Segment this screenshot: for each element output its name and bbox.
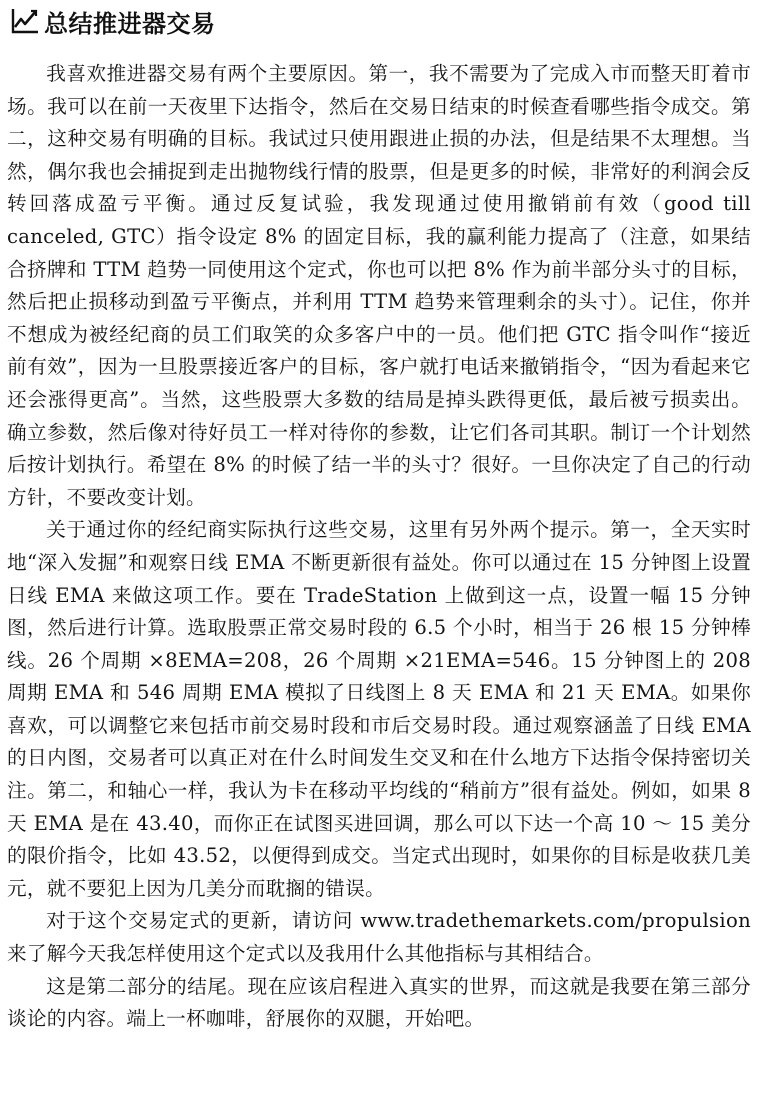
section-title: 总结推进器交易: [44, 9, 216, 38]
paragraph-reasons: 我喜欢推进器交易有两个主要原因。第一，我不需要为了完成入市而整天盯着市场。我可以在前一天夜里下达指令，然后在交易日结束的时候查看哪些指令成交。第二，这种交易有明确的目标。我试过只使用跟进止损的办法，但是结果不太理想。当然，偶尔我也会捕捉到走出抛物线行情的股票，但是更多的时候，非常好的利润会反转回落成盈亏平衡。通过反复试验，我发现通过使用撤销前有效（good till canceled, GTC）指令设定 8% 的固定目标，我的赢利能力提高了（注意，如果结合挤牌和 TTM 趋势一同使用这个定式，你也可以把 8% 作为前半部分头寸的目标，然后把止损移动到盈亏平衡点，并利用 TTM 趋势来管理剩余的头寸）。记住，你并不想成为被经纪商的员工们取笑的众多客户中的一员。他们把 GTC 指令叫作“接近前有效”，因为一旦股票接近客户的目标，客户就打电话来撤销指令，“因为看起来它还会涨得更高”。当然，这些股票大多数的结局是掉头跌得更低，最后被亏损卖出。确立参数，然后像对待好员工一样对待你的参数，让它们各司其职。制订一个计划然后按计划执行。希望在 8% 的时候了结一半的头寸？很好。一旦你决定了自己的行动方针，不要改变计划。: [7, 62, 751, 509]
paragraph-closing: 这是第二部分的结尾。现在应该启程进入真实的世界，而这就是我要在第三部分谈论的内容。端上一杯咖啡，舒展你的双腿，开始吧。: [7, 974, 751, 1031]
paragraph-updates: 对于这个交易定式的更新，请访问 www.tradethemarkets.com/propulsion 来了解今天我怎样使用这个定式以及我用什么其他指标与其相结合。: [7, 909, 751, 966]
trend-chart-icon: [10, 7, 40, 35]
paragraph-execution-tips: 关于通过你的经纪商实际执行这些交易，这里有另外两个提示。第一，全天实时地“深入发掘”和观察日线 EMA 不断更新很有益处。你可以通过在 15 分钟图上设置日线 EMA 来做这项工作。要在 TradeStation 上做到这一点，设置一幅 15 分钟图，然后进行计算。选取股票正常交易时段的 6.5 个小时，相当于 26 根 15 分钟棒线。26 个周期 ×8EMA=208，26 个周期 ×21EMA=546。15 分钟图上的 208 周期 EMA 和 546 周期 EMA 模拟了日线图上 8 天 EMA 和 21 天 EMA。如果你喜欢，可以调整它来包括市前交易时段和市后交易时段。通过观察涵盖了日线 EMA 的日内图，交易者可以真正对在什么时间发生交叉和在什么地方下达指令保持密切关注。第二，和轴心一样，我认为卡在移动平均线的“稍前方”很有益处。例如，如果 8 天 EMA 是在 43.40，而你正在试图买进回调，那么可以下达一个高 10 ～ 15 美分的限价指令，比如 43.52，以便得到成交。当定式出现时，如果你的目标是收获几美元，就不要犯上因为几美分而耽搁的错误。: [7, 518, 751, 900]
section-heading: [10, 4, 216, 38]
body-text: [7, 58, 751, 1036]
